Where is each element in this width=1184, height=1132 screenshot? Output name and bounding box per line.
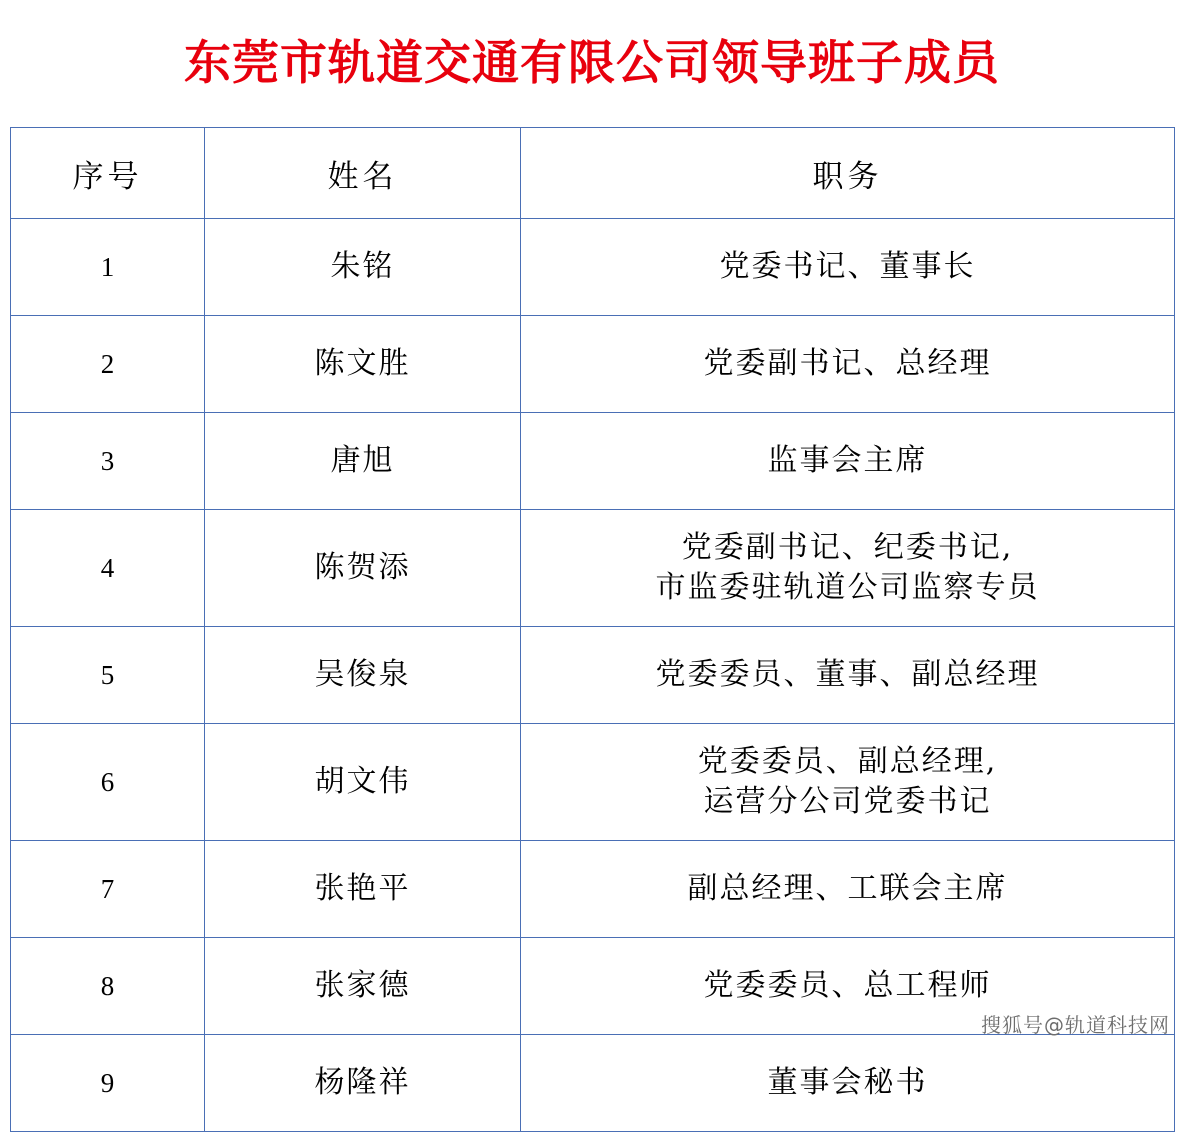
column-header-post: 职务 — [521, 128, 1175, 219]
table-container — [0, 127, 1184, 1132]
cell-no: 9 — [11, 1035, 205, 1132]
cell-name: 张艳平 — [205, 841, 521, 938]
table-body — [11, 219, 1175, 1132]
cell-name: 吴俊泉 — [205, 627, 521, 724]
table-header-row — [11, 128, 1175, 219]
cell-name: 唐旭 — [205, 413, 521, 510]
page-title: 东莞市轨道交通有限公司领导班子成员 — [184, 36, 1000, 91]
table-row — [11, 841, 1175, 938]
post-line: 党委委员、董事、副总经理 — [655, 656, 1040, 692]
cell-name: 陈贺添 — [205, 510, 521, 627]
cell-post — [521, 219, 1175, 316]
cell-post — [521, 316, 1175, 413]
table-row — [11, 219, 1175, 316]
post-line: 党委副书记、纪委书记, — [681, 529, 1014, 565]
post-line: 副总经理、工联会主席 — [687, 870, 1008, 906]
cell-post — [521, 724, 1175, 841]
cell-no: 5 — [11, 627, 205, 724]
cell-post — [521, 627, 1175, 724]
table-row — [11, 724, 1175, 841]
cell-name: 陈文胜 — [205, 316, 521, 413]
post-line: 监事会主席 — [767, 442, 928, 478]
cell-no: 7 — [11, 841, 205, 938]
table-header — [11, 128, 1175, 219]
post-line: 运营分公司党委书记 — [703, 784, 992, 819]
table-row — [11, 627, 1175, 724]
post-line: 市监委驻轨道公司监察专员 — [655, 570, 1040, 605]
cell-name: 张家德 — [205, 938, 521, 1035]
cell-no: 1 — [11, 219, 205, 316]
cell-name: 杨隆祥 — [205, 1035, 521, 1132]
cell-post — [521, 841, 1175, 938]
post-line: 党委副书记、总经理 — [703, 345, 992, 381]
post-line: 党委书记、董事长 — [719, 248, 976, 284]
table-row — [11, 413, 1175, 510]
post-line: 董事会秘书 — [767, 1064, 928, 1100]
cell-post — [521, 1035, 1175, 1132]
watermark: 搜狐号@轨道科技网 — [981, 1013, 1170, 1037]
table-row — [11, 316, 1175, 413]
cell-no: 8 — [11, 938, 205, 1035]
table-row — [11, 510, 1175, 627]
cell-name: 胡文伟 — [205, 724, 521, 841]
post-line: 党委委员、副总经理, — [697, 743, 998, 779]
column-header-no: 序号 — [11, 128, 205, 219]
post-line: 党委委员、总工程师 — [703, 967, 992, 1003]
cell-no: 6 — [11, 724, 205, 841]
cell-no: 3 — [11, 413, 205, 510]
cell-name: 朱铭 — [205, 219, 521, 316]
column-header-name: 姓名 — [205, 128, 521, 219]
cell-no: 4 — [11, 510, 205, 627]
cell-post — [521, 413, 1175, 510]
cell-no: 2 — [11, 316, 205, 413]
table-row — [11, 1035, 1175, 1132]
cell-post — [521, 510, 1175, 627]
leadership-table — [10, 127, 1175, 1132]
